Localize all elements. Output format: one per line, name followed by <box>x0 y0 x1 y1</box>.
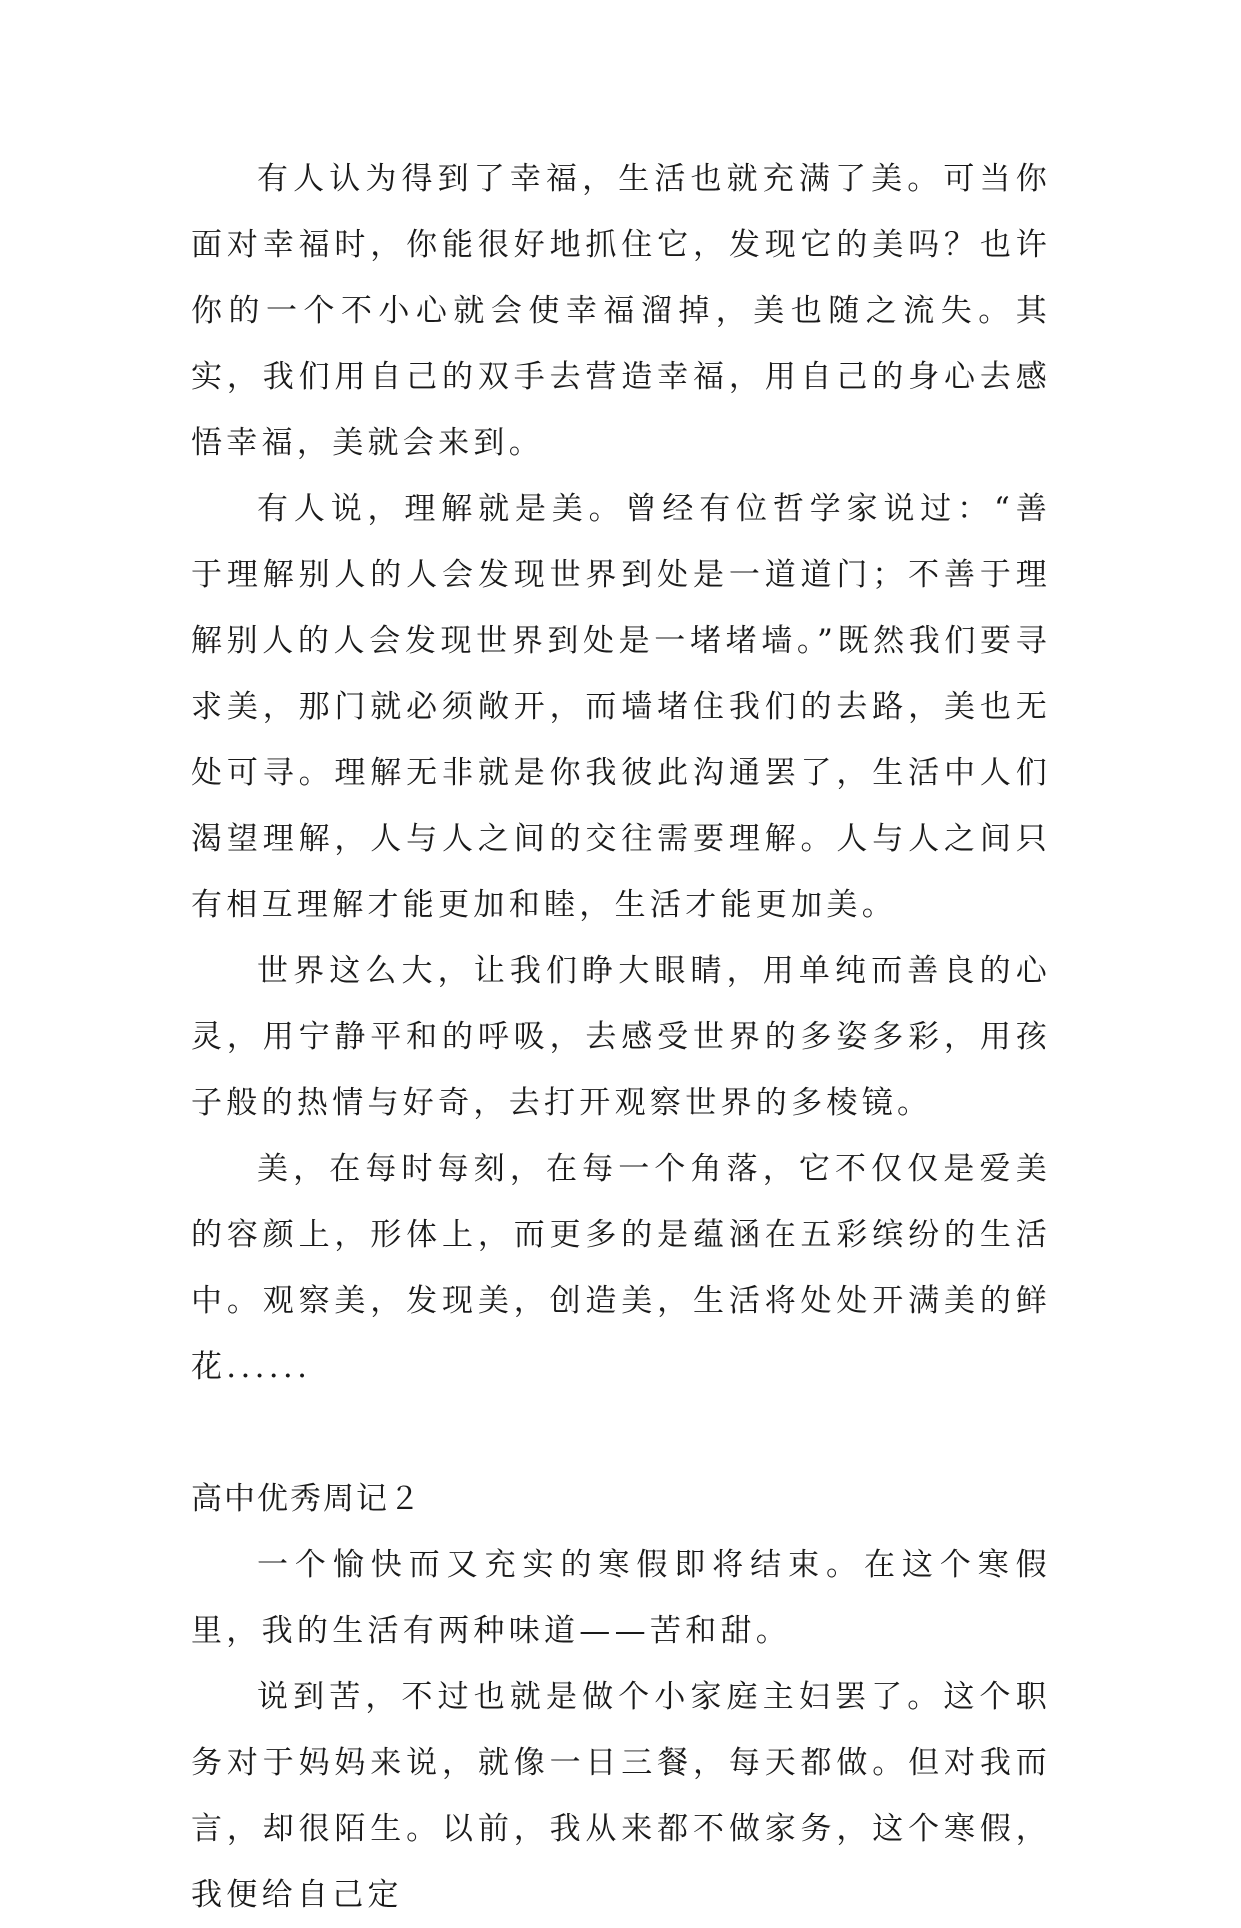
section-title: 高中优秀周记２ <box>191 1481 422 1517</box>
paragraph-world: 世界这么大，让我们睁大眼睛，用单纯而善良的心灵，用宁静平和的呼吸，去感受世界的多姿多彩，用孩子般的热情与好奇，去打开观察世界的多棱镜。 <box>191 953 1051 1121</box>
section-gap <box>191 1400 1051 1466</box>
document-body <box>191 146 1051 1928</box>
paragraph-winter-break: 一个愉快而又充实的寒假即将结束。在这个寒假里，我的生活有两种味道——苦和甜。 <box>191 1547 1051 1649</box>
paragraph-understanding: 有人说，理解就是美。曾经有位哲学家说过：“善于理解别人的人会发现世界到处是一道道门；不善于理解别人的人会发现世界到处是一堵堵墙。”既然我们要寻求美，那门就必须敞开，而墙堵住我们的去路，美也无处可寻。理解无非就是你我彼此沟通罢了，生活中人们渴望理解，人与人之间的交往需要理解。人与人之间只有相互理解才能更加和睦，生活才能更加美。 <box>191 491 1051 923</box>
paragraph-happiness: 有人认为得到了幸福，生活也就充满了美。可当你面对幸福时，你能很好地抓住它，发现它的美吗？也许你的一个不小心就会使幸福溜掉，美也随之流失。其实，我们用自己的双手去营造幸福，用自己的身心去感悟幸福，美就会来到。 <box>191 161 1051 461</box>
paragraph-housework: 说到苦，不过也就是做个小家庭主妇罢了。这个职务对于妈妈来说，就像一日三餐，每天都做。但对我而言，却很陌生。以前，我从来都不做家务，这个寒假，我便给自己定 <box>191 1679 1051 1913</box>
paragraph-beauty: 美，在每时每刻，在每一个角落，它不仅仅是爱美的容颜上，形体上，而更多的是蕴涵在五彩缤纷的生活中。观察美，发现美，创造美，生活将处处开满美的鲜花...... <box>191 1151 1051 1385</box>
